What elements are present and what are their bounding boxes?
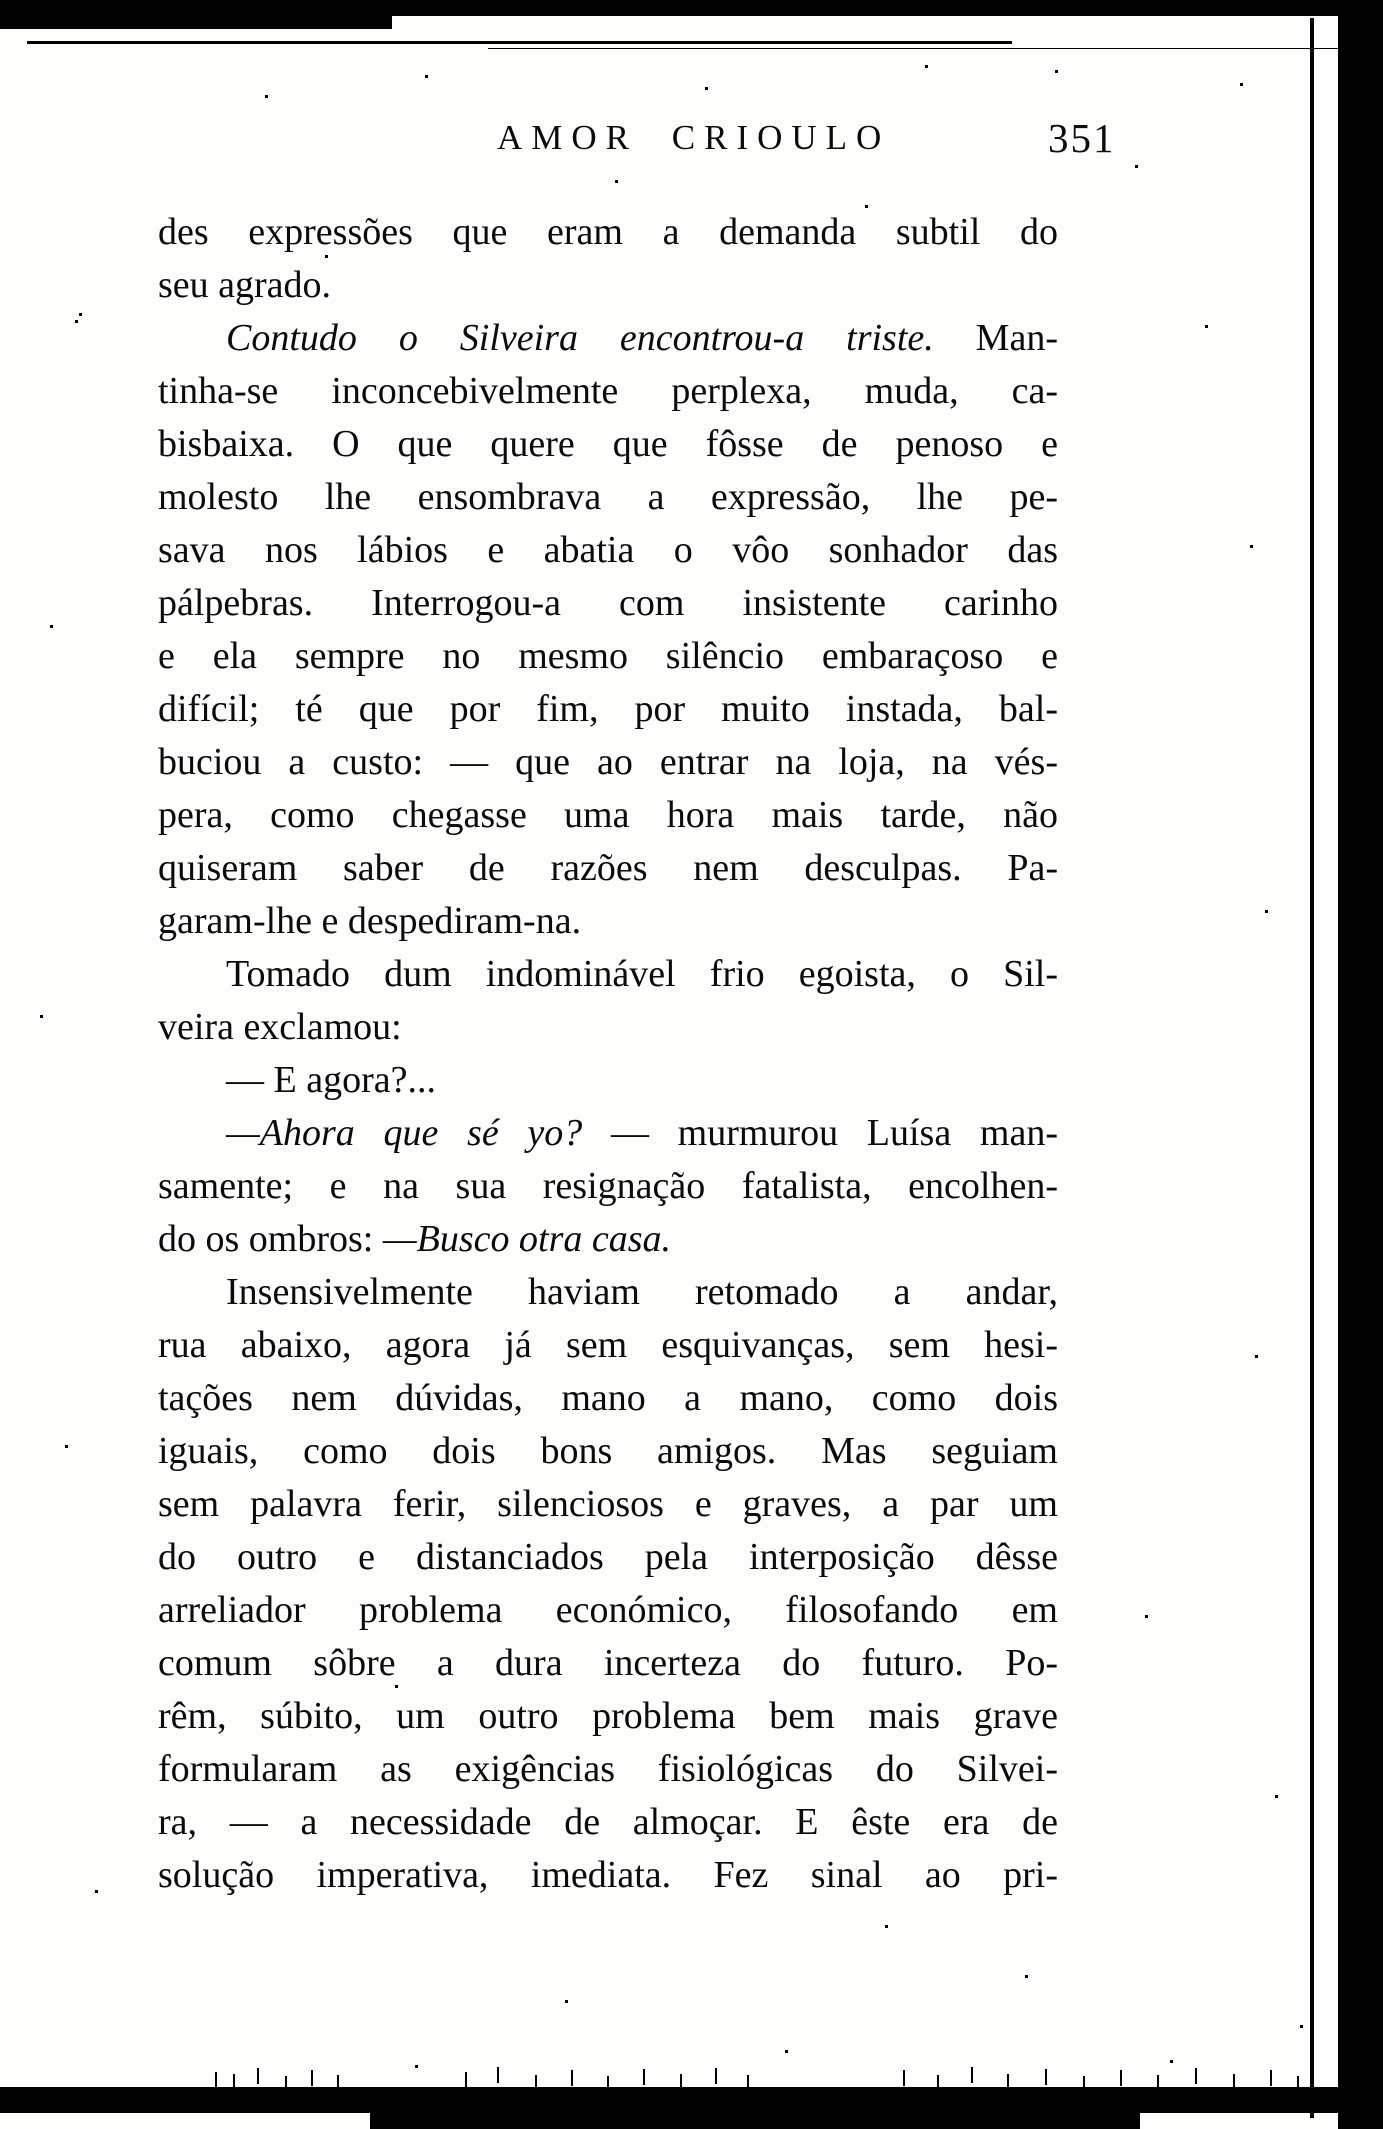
text-line: [158, 1743, 1058, 1796]
page-text-block: [158, 206, 1058, 1902]
text-segment: — E agora?...: [226, 1059, 436, 1101]
text-segment: Insensivelmente haviam retomado a andar,: [226, 1271, 1058, 1313]
text-line: [158, 736, 1058, 789]
text-segment: molesto lhe ensombrava a expressão, lhe pe-: [158, 476, 1058, 518]
text-line: [158, 365, 1058, 418]
text-segment: Man-: [933, 317, 1058, 359]
text-line: [158, 895, 1058, 948]
text-line: [158, 1054, 1058, 1107]
text-line: [158, 842, 1058, 895]
text-line: [158, 1319, 1058, 1372]
text-line: [158, 259, 1058, 312]
text-line: [158, 789, 1058, 842]
text-line: [158, 948, 1058, 1001]
text-line: [158, 1478, 1058, 1531]
text-segment: buciou a custo: — que ao entrar na loja, na vés-: [158, 741, 1058, 783]
text-segment: garam-lhe e despediram-na.: [158, 900, 582, 942]
text-segment: comum sôbre a dura incerteza do futuro. Po-: [158, 1642, 1058, 1684]
text-segment: sem palavra ferir, silenciosos e graves, a par um: [158, 1483, 1058, 1525]
text-line: [158, 1213, 1058, 1266]
text-segment: rua abaixo, agora já sem esquivanças, sem hesi-: [158, 1324, 1058, 1366]
text-line: [158, 1690, 1058, 1743]
text-line: [158, 1001, 1058, 1054]
text-line: [158, 1796, 1058, 1849]
text-line: [158, 1372, 1058, 1425]
scan-border-right: [1338, 0, 1383, 2129]
text-line: [158, 1160, 1058, 1213]
text-line: [158, 1849, 1058, 1902]
text-line: [158, 1266, 1058, 1319]
text-segment: tações nem dúvidas, mano a mano, como dois: [158, 1377, 1058, 1419]
text-segment: — murmurou Luísa man-: [582, 1112, 1058, 1154]
text-line: [158, 524, 1058, 577]
text-segment-italic: Contudo o Silveira encontrou-a triste.: [226, 317, 934, 359]
scan-border-top: [0, 0, 1383, 16]
text-line: [158, 418, 1058, 471]
text-segment: iguais, como dois bons amigos. Mas seguiam: [158, 1430, 1058, 1472]
text-segment: arreliador problema económico, filosofando em: [158, 1589, 1058, 1631]
text-segment: do os ombros:: [158, 1218, 383, 1260]
text-line: [158, 630, 1058, 683]
text-segment: tinha-se inconcebivelmente perplexa, muda, ca-: [158, 370, 1058, 412]
text-segment: seu agrado.: [158, 264, 332, 306]
text-segment: veira exclamou:: [158, 1006, 402, 1048]
text-segment: ra, — a necessidade de almoçar. E êste era de: [158, 1801, 1058, 1843]
scan-right-hairline: [1310, 18, 1314, 2118]
text-segment: do outro e distanciados pela interposição dêsse: [158, 1536, 1058, 1578]
text-line: [158, 577, 1058, 630]
scan-noise-dots: [265, 95, 268, 98]
text-segment: Tomado dum indominável frio egoista, o Sil-: [226, 953, 1058, 995]
text-segment: bisbaixa. O que quere que fôsse de penoso e: [158, 423, 1058, 465]
text-line: [158, 206, 1058, 259]
text-segment: des expressões que eram a demanda subtil do: [158, 211, 1058, 253]
text-segment: solução imperativa, imediata. Fez sinal ao pri-: [158, 1854, 1058, 1896]
text-line: [158, 1637, 1058, 1690]
text-line: [158, 471, 1058, 524]
text-segment: difícil; té que por fim, por muito instada, bal-: [158, 688, 1058, 730]
running-title: AMOR CRIOULO: [497, 118, 891, 157]
text-segment: rêm, súbito, um outro problema bem mais grave: [158, 1695, 1058, 1737]
text-segment: pera, como chegasse uma hora mais tarde, não: [158, 794, 1058, 836]
text-segment: formularam as exigências fisiológicas do Silvei-: [158, 1748, 1058, 1790]
text-segment: sava nos lábios e abatia o vôo sonhador das: [158, 529, 1058, 571]
text-segment-italic: —Ahora que sé yo?: [226, 1112, 583, 1154]
page-number: 351: [1048, 115, 1116, 161]
scan-noise-fringe: [215, 2072, 217, 2088]
text-line: [158, 1531, 1058, 1584]
text-segment: pálpebras. Interrogou-a com insistente carinho: [158, 582, 1058, 624]
text-line: [158, 683, 1058, 736]
text-segment: e ela sempre no mesmo silêncio embaraçoso e: [158, 635, 1058, 677]
text-line: [158, 1107, 1058, 1160]
scan-top-hairline: [27, 41, 1012, 44]
text-segment-italic: —Busco otra casa.: [382, 1218, 672, 1260]
text-line: [158, 312, 1058, 365]
scan-border-bottom: [0, 2087, 1383, 2113]
text-segment: samente; e na sua resignação fatalista, encolhen-: [158, 1165, 1058, 1207]
text-segment: quiseram saber de razões nem desculpas. Pa-: [158, 847, 1058, 889]
text-line: [158, 1584, 1058, 1637]
text-line: [158, 1425, 1058, 1478]
